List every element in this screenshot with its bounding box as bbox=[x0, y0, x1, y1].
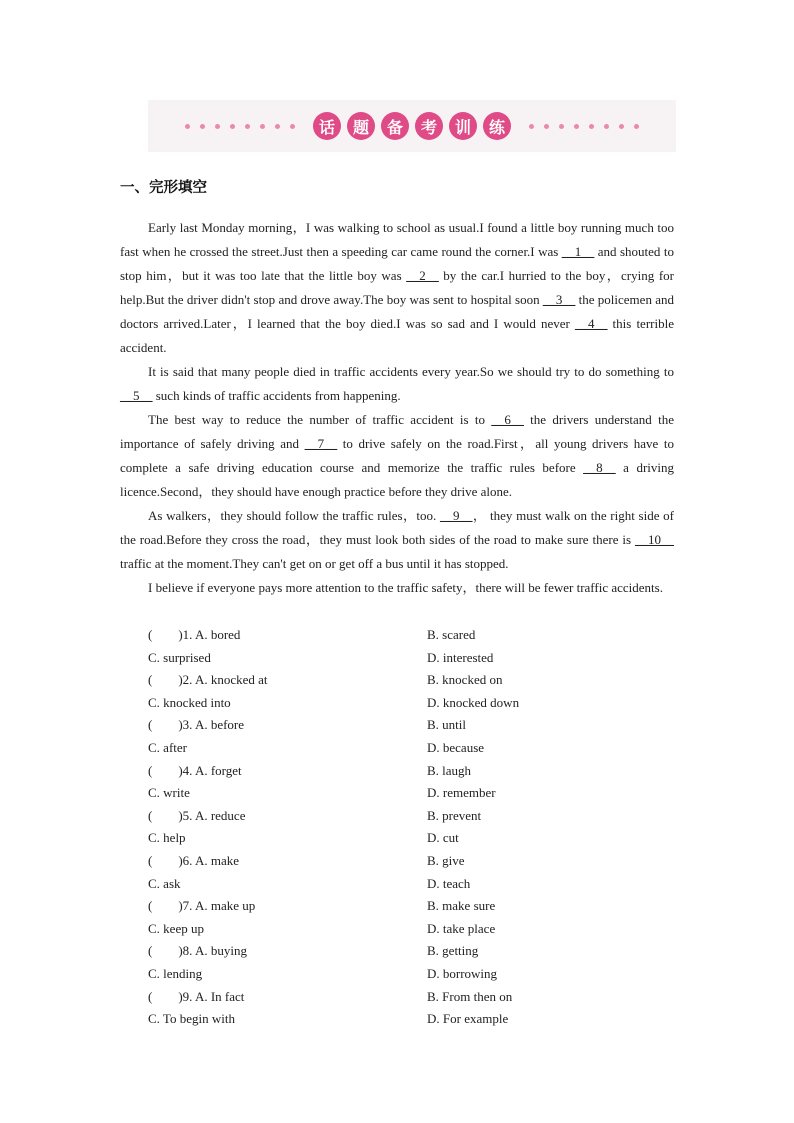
option-d: D. teach bbox=[427, 875, 471, 891]
decorative-dot bbox=[574, 124, 579, 129]
passage-paragraph bbox=[120, 408, 674, 504]
option-b: B. From then on bbox=[427, 988, 513, 1004]
option-d: D. cut bbox=[427, 830, 459, 846]
answer-options bbox=[148, 624, 568, 1031]
passage-paragraph bbox=[120, 360, 674, 408]
option-c: C. lending bbox=[148, 965, 203, 981]
option-b: B. laugh bbox=[427, 762, 472, 778]
option-d: D. borrowing bbox=[427, 965, 498, 981]
passage-text: the policemen and doctors arrived.Later，I learned that the boy died.I was so sad and I would never bbox=[120, 292, 674, 331]
decorative-dot bbox=[634, 124, 639, 129]
banner-char: 话 bbox=[313, 112, 341, 140]
decorative-dot bbox=[619, 124, 624, 129]
banner-char: 题 bbox=[347, 112, 375, 140]
question-row bbox=[148, 692, 568, 715]
topic-banner bbox=[148, 100, 676, 152]
option-c: C. ask bbox=[148, 875, 181, 891]
decorative-dot bbox=[559, 124, 564, 129]
decorative-dot bbox=[604, 124, 609, 129]
option-a: ( )6. A. make bbox=[148, 852, 239, 868]
blank-9: __9__ bbox=[439, 508, 473, 523]
decorative-dot bbox=[245, 124, 250, 129]
decorative-dot bbox=[529, 124, 534, 129]
passage-text: The best way to reduce the number of traffic accident is to bbox=[148, 412, 492, 427]
option-b: B. prevent bbox=[427, 807, 482, 823]
passage-paragraph bbox=[120, 504, 674, 576]
blank-6: __6__ bbox=[491, 412, 524, 427]
option-b: B. getting bbox=[427, 943, 479, 959]
passage-text: traffic at the moment.They can't get on or get off a bus until it has stopped. bbox=[120, 556, 509, 571]
option-a: ( )3. A. before bbox=[148, 717, 245, 733]
question-row bbox=[148, 986, 568, 1009]
decorative-dot bbox=[260, 124, 265, 129]
question-row bbox=[148, 827, 568, 850]
blank-8: __8__ bbox=[583, 460, 616, 475]
option-c: C. write bbox=[148, 785, 190, 801]
banner-char: 训 bbox=[449, 112, 477, 140]
option-d: D. because bbox=[427, 739, 485, 755]
option-c: C. after bbox=[148, 739, 187, 755]
question-row bbox=[148, 782, 568, 805]
blank-2: __2__ bbox=[406, 268, 439, 283]
option-a: ( )1. A. bored bbox=[148, 627, 241, 642]
option-a: ( )5. A. reduce bbox=[148, 807, 246, 823]
banner-title bbox=[313, 112, 511, 140]
option-d: D. remember bbox=[427, 785, 496, 801]
decorative-dot bbox=[290, 124, 295, 129]
option-d: D. take place bbox=[427, 920, 496, 936]
question-row bbox=[148, 669, 568, 692]
question-row bbox=[148, 1008, 568, 1031]
blank-7: __7__ bbox=[304, 436, 338, 451]
passage-text: this terrible accident. bbox=[120, 316, 674, 355]
decorative-dot bbox=[215, 124, 220, 129]
blank-10: __10__ bbox=[635, 532, 674, 547]
passage-text: and shouted to stop him，but it was too late that the little boy was bbox=[120, 244, 674, 283]
passage-text: a driving licence.Second，they should have enough practice before they drive alone. bbox=[120, 460, 674, 499]
option-c: C. knocked into bbox=[148, 694, 231, 710]
passage-paragraph bbox=[120, 216, 674, 360]
option-a: ( )8. A. buying bbox=[148, 943, 247, 959]
blank-4: __4__ bbox=[574, 316, 608, 331]
decorative-dot bbox=[230, 124, 235, 129]
banner-dots-left bbox=[185, 124, 295, 129]
decorative-dot bbox=[544, 124, 549, 129]
passage-text: As walkers，they should follow the traffic rules，too. bbox=[148, 508, 440, 523]
section-title: 一、完形填空 bbox=[120, 180, 207, 196]
question-row bbox=[148, 760, 568, 783]
decorative-dot bbox=[275, 124, 280, 129]
banner-char: 考 bbox=[415, 112, 443, 140]
question-row bbox=[148, 873, 568, 896]
option-b: B. knocked on bbox=[427, 672, 503, 688]
option-c: C. help bbox=[148, 830, 186, 846]
blank-5: __5__ bbox=[120, 388, 153, 403]
option-a: ( )9. A. In fact bbox=[148, 988, 245, 1004]
passage-text: such kinds of traffic accidents from happening. bbox=[152, 388, 401, 403]
passage-text: to drive safely on the road.First，all young drivers have to complete a safe driving education course and memorize the traffic rules before bbox=[120, 436, 674, 475]
cloze-passage bbox=[120, 216, 674, 600]
option-b: B. until bbox=[427, 717, 467, 733]
option-b: B. give bbox=[427, 852, 465, 868]
banner-dots-right bbox=[529, 124, 639, 129]
passage-text: Early last Monday morning，I was walking to school as usual.I found a little boy running much too fast when he crossed the street.Just then a speeding car came round the corner.I was bbox=[120, 220, 674, 259]
option-a: ( )7. A. make up bbox=[148, 898, 256, 914]
decorative-dot bbox=[200, 124, 205, 129]
blank-3: __3__ bbox=[542, 292, 576, 307]
option-c: C. surprised bbox=[148, 649, 211, 665]
option-b: B. make sure bbox=[427, 898, 496, 914]
blank-1: __1__ bbox=[561, 244, 595, 259]
question-row bbox=[148, 918, 568, 941]
question-row bbox=[148, 737, 568, 760]
passage-text: I believe if everyone pays more attention to the traffic safety，there will be fewer traffic accidents. bbox=[148, 580, 663, 595]
option-d: D. For example bbox=[427, 1011, 509, 1027]
passage-text: ， they must walk on the right side of the road.Before they cross the road，they must look both sides of the road to make sure there is bbox=[120, 508, 675, 547]
option-d: D. interested bbox=[427, 649, 494, 665]
question-row bbox=[148, 895, 568, 918]
option-b: B. scared bbox=[427, 627, 476, 642]
banner-char: 练 bbox=[483, 112, 511, 140]
option-d: D. knocked down bbox=[427, 694, 520, 710]
question-row bbox=[148, 940, 568, 963]
question-row bbox=[148, 805, 568, 828]
question-row bbox=[148, 647, 568, 670]
option-c: C. To begin with bbox=[148, 1011, 235, 1027]
question-row bbox=[148, 714, 568, 737]
question-row bbox=[148, 963, 568, 986]
option-c: C. keep up bbox=[148, 920, 204, 936]
decorative-dot bbox=[185, 124, 190, 129]
passage-paragraph bbox=[120, 576, 674, 600]
passage-text: the drivers understand the importance of safely driving and bbox=[120, 412, 674, 451]
option-a: ( )4. A. forget bbox=[148, 762, 242, 778]
option-a: ( )2. A. knocked at bbox=[148, 672, 268, 688]
question-row bbox=[148, 850, 568, 873]
passage-text: It is said that many people died in traffic accidents every year.So we should try to do something to bbox=[148, 364, 674, 379]
passage-text: by the car.I hurried to the boy，crying for help.But the driver didn't stop and drove away.The boy was sent to hospital soon bbox=[120, 268, 674, 307]
question-row bbox=[148, 624, 568, 647]
banner-char: 备 bbox=[381, 112, 409, 140]
decorative-dot bbox=[589, 124, 594, 129]
